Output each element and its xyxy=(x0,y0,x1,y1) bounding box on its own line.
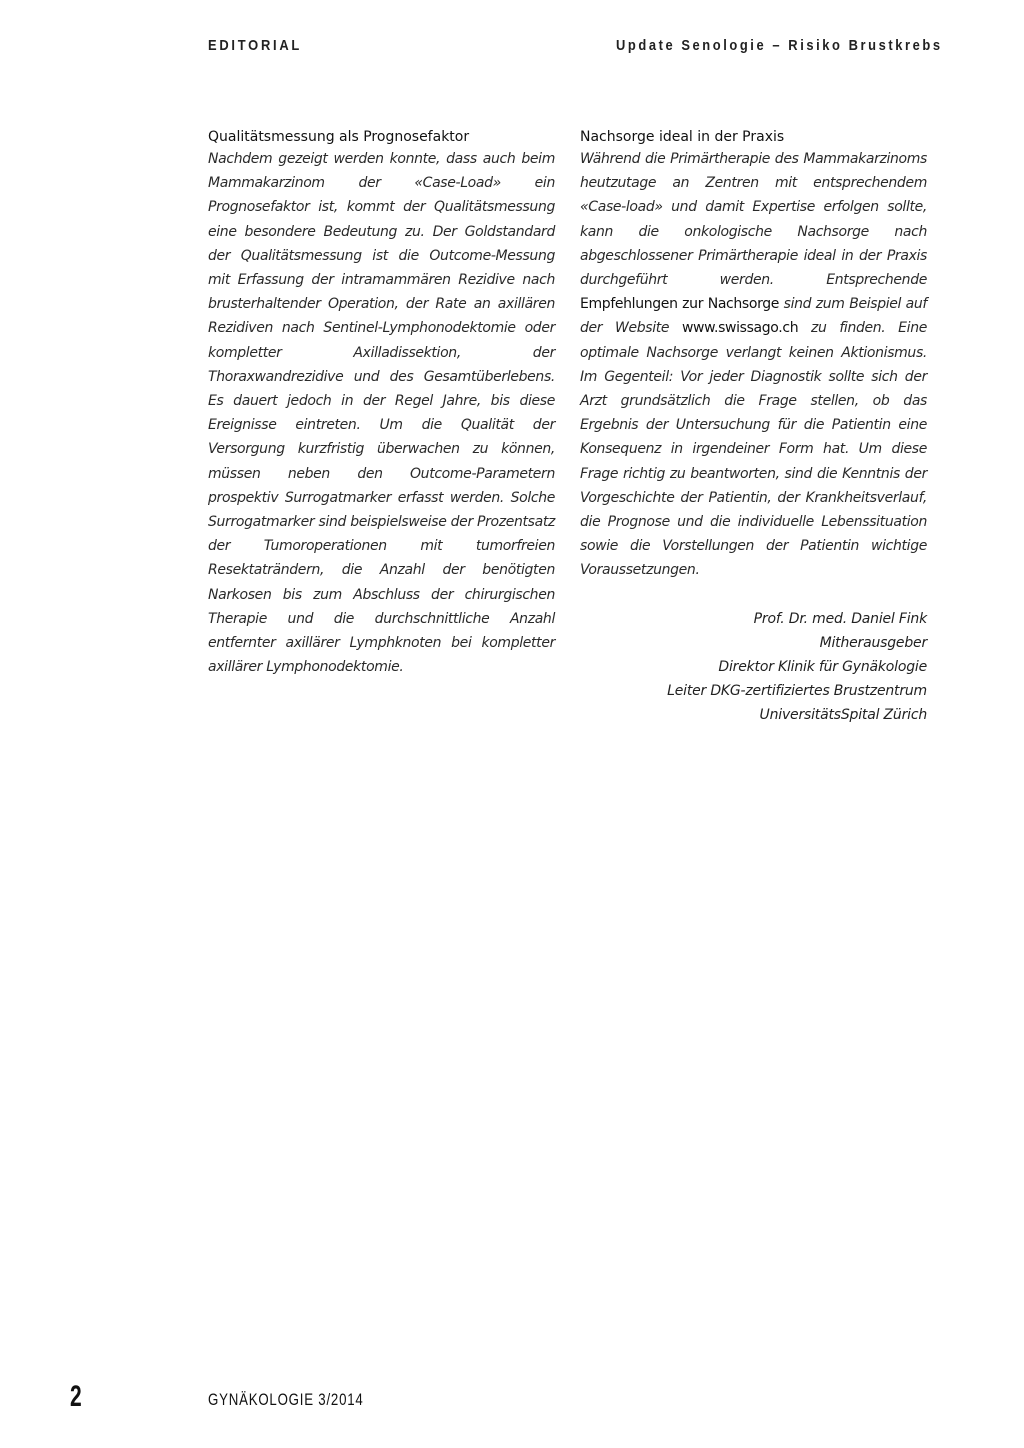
author-signature xyxy=(580,607,927,727)
topic-header: Update Senologie – Risiko Brustkrebs xyxy=(616,37,943,54)
body-text-part2: sind zum Beispiel auf der Website xyxy=(580,296,927,337)
left-column-heading: Qualitätsmessung als Prognosefaktor xyxy=(208,129,470,145)
section-header: EDITORIAL xyxy=(208,37,303,54)
body-text-part1: Während die Primärtherapie des Mammakarzinoms heutzutage an Zentren mit entsprechendem «Case-load» und damit Expertise erfolgen sollte, kann die onkologische Nachsorge nach abgeschlossener Primärtherapie ideal in der Praxis durchgeführt werden. Entsprechende xyxy=(580,151,927,289)
left-column xyxy=(208,127,555,679)
left-column-body: Nachdem gezeigt werden konnte, dass auch beim Mammakarzinom der «Case-Load» ein Prognosefaktor ist, kommt der Qualitätsmessung eine besondere Bedeutung zu. Der Goldstandard der Qualitätsmessung ist die Outcome-Messung mit Erfassung der intramammären Rezidive nach brusterhaltender Operation, der Rate an axillären Rezidiven nach Sentinel-Lymphonodektomie oder kompletter Axilladissektion, der Thoraxwandrezidive und des Gesamtüberlebens. Es dauert jedoch in der Regel Jahre, bis diese Ereignisse eintreten. Um die Qualität der Versorgung kurzfristig überwachen zu können, müssen neben den Outcome-Parametern prospektiv Surrogatmarker erfasst werden. Solche Surrogatmarker sind beispielsweise der Prozentsatz der Tumoroperationen mit tumorfreien Resektaträndern, die Anzahl der benötigten Narkosen bis zum Abschluss der chirurgischen Therapie und die durchschnittliche Anzahl entfernter axillärer Lymphknoten bei kompletter axillärer Lymphonodektomie. xyxy=(208,151,555,676)
website-link[interactable]: www.swissago.ch xyxy=(681,320,799,337)
author-institution: UniversitätsSpital Zürich xyxy=(759,706,927,723)
right-column xyxy=(580,127,927,727)
author-position-1: Direktor Klinik für Gynäkologie xyxy=(718,658,927,675)
page-number: 2 xyxy=(70,1380,82,1413)
right-column-heading: Nachsorge ideal in der Praxis xyxy=(580,129,785,145)
author-role: Mitherausgeber xyxy=(819,634,927,651)
body-text-part3: zu finden. Eine optimale Nachsorge verlangt keinen Aktionismus. Im Gegenteil: Vor jeder Diagnostik sollte sich der Arzt grundsätzlich die Frage stellen, ob das Ergebnis der Untersuchung für die Patientin eine Konsequenz in irgendeiner Form hat. Um diese Frage richtig zu beantworten, sind die Kenntnis der Vorgeschichte der Patientin, der Krankheitsverlauf, die Prognose und die individuelle Lebenssituation sowie die Vorstellungen der Patientin wichtige Voraussetzungen. xyxy=(580,320,927,579)
author-name: Prof. Dr. med. Daniel Fink xyxy=(753,610,927,627)
right-column-body xyxy=(580,147,927,583)
recommendations-link[interactable]: Empfehlungen zur Nachsorge xyxy=(580,296,780,313)
author-position-2: Leiter DKG-zertifiziertes Brustzentrum xyxy=(667,682,927,699)
journal-issue: GYNÄKOLOGIE 3/2014 xyxy=(208,1390,364,1409)
